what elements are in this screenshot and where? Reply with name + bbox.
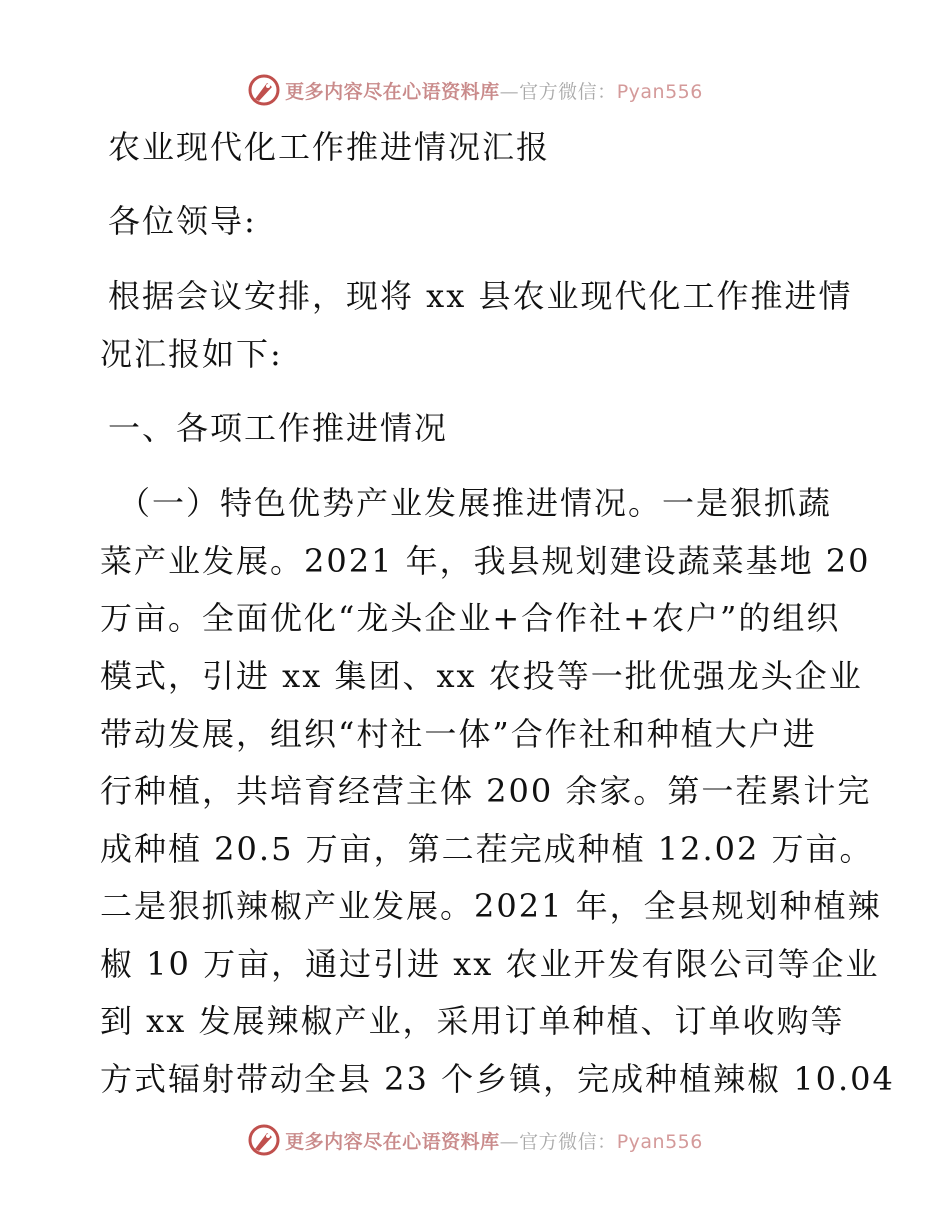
watermark-dash: — xyxy=(499,1130,520,1153)
salutation: 各位领导: xyxy=(108,202,257,240)
paragraph-line: 椒 10 万亩，通过引进 xx 农业开发有限公司等企业 xyxy=(100,945,880,983)
watermark-main: 更多内容尽在心语资料库 xyxy=(285,1130,500,1153)
paragraph-line: 成种植 20.5 万亩，第二茬完成种植 12.02 万亩。 xyxy=(100,830,874,868)
paragraph-line: 万亩。全面优化“龙头企业+合作社+农户”的组织 xyxy=(100,599,841,637)
document-title: 农业现代化工作推进情况汇报 xyxy=(108,128,551,166)
paragraph-line: 况汇报如下: xyxy=(100,335,283,373)
paragraph-line: 菜产业发展。2021 年，我县规划建设蔬菜基地 20 xyxy=(100,542,871,580)
watermark-header xyxy=(0,70,950,110)
watermark-id: Pyan556 xyxy=(616,1130,703,1153)
paragraph-line: 根据会议安排，现将 xx 县农业现代化工作推进情 xyxy=(108,277,853,315)
paragraph-line: 二是狠抓辣椒产业发展。2021 年，全县规划种植辣 xyxy=(100,887,882,925)
watermark-dash: — xyxy=(499,80,520,103)
paragraph-line: 模式，引进 xx 集团、xx 农投等一批优强龙头企业 xyxy=(100,657,863,695)
watermark-text xyxy=(285,77,703,104)
watermark-sub: 官方微信： xyxy=(519,1130,617,1153)
paragraph-line: 到 xx 发展辣椒产业，采用订单种植、订单收购等 xyxy=(100,1002,845,1040)
pen-nib-circle-icon xyxy=(247,73,281,107)
watermark-id: Pyan556 xyxy=(616,80,703,103)
paragraph-line: 方式辐射带动全县 23 个乡镇，完成种植辣椒 10.04 xyxy=(100,1060,895,1098)
watermark-main: 更多内容尽在心语资料库 xyxy=(285,80,500,103)
watermark-text xyxy=(285,1127,703,1154)
paragraph-line: （一）特色优势产业发展推进情况。一是狠抓蔬 xyxy=(118,484,833,522)
pen-nib-circle-icon xyxy=(247,1123,281,1157)
section-heading: 一、各项工作推进情况 xyxy=(108,409,449,447)
paragraph-line: 带动发展，组织“村社一体”合作社和种植大户进 xyxy=(100,715,817,753)
paragraph-line: 行种植，共培育经营主体 200 余家。第一茬累计完 xyxy=(100,772,872,810)
watermark-sub: 官方微信： xyxy=(519,80,617,103)
watermark-footer xyxy=(0,1120,950,1160)
